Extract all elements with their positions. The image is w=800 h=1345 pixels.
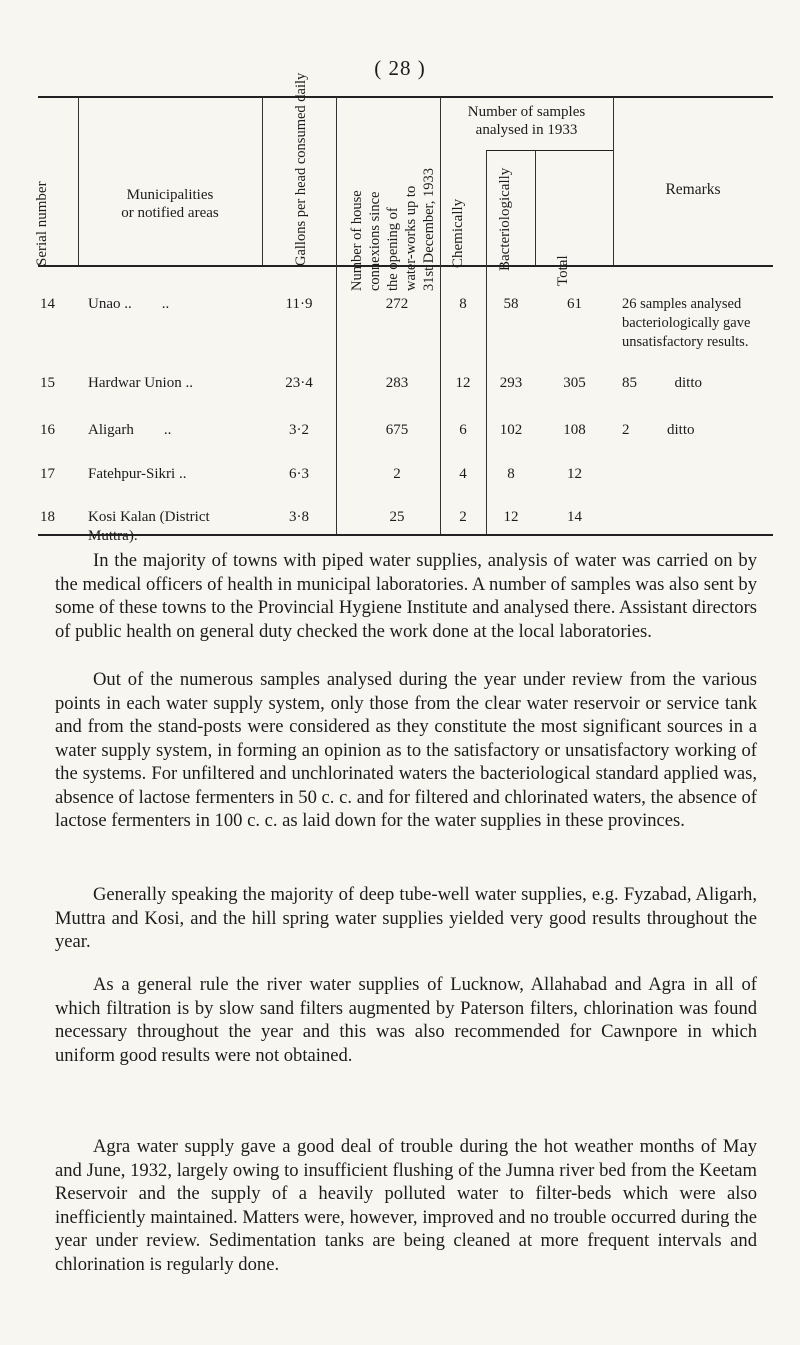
page-number: ( 28 ) <box>374 56 426 80</box>
col-divider-6 <box>535 151 536 265</box>
body-text <box>55 668 757 833</box>
col-divider-1 <box>78 97 79 265</box>
paragraph: In the majority of towns with piped water supplies, analysis of water was carried on by the medical officers of health in municipal laboratories. A number of samples was also sent by some of these towns to the Provincial Hygiene Institute and analysed there. Assistant directors of public health on general duty checked the work done at the local laboratories. <box>55 550 757 642</box>
col-divider-3 <box>336 97 337 534</box>
header-samples-group: Number of samples analysed in 1933 <box>467 104 586 138</box>
paragraph: Out of the numerous samples analysed during the year under review from the various points in each water supply system, only those from the clear water reservoir or service tank and from the stand-posts were considered as they constitute the most significant sources in a water supply system, in forming an opinion as to the satisfactory or unsatisfactory working of the systems. For unfiltered and unchlorinated waters the bacteriological standard applied was, absence of lactose fermenters in 50 c. c. and for filtered and chlorinated waters, the absence of lactose fermenters in 100 c. c. as laid down for the water supplies in these provinces. <box>55 669 757 831</box>
paragraph: Agra water supply gave a good deal of trouble during the hot weather months of May and June, 1932, largely owing to insufficient flushing of the Jumna river bed from the Keetam Reservoir and the supply of a heavily polluted water to filter-beds which were also inefficiently maintained. Matters were, however, improved and no trouble occurred during the year under review. Sedimentation tanks are being cleaned at more frequent intervals and chlorination is regularly done. <box>55 1136 757 1275</box>
col-divider-2 <box>262 97 263 265</box>
header-remarks: Remarks <box>665 181 721 198</box>
header-chemically: Chemically <box>450 198 466 268</box>
header-gallons: Gallons per head consumed daily <box>293 72 309 266</box>
header-serial-number: Serial number <box>34 181 50 266</box>
body-text <box>55 549 757 643</box>
header-total: Total <box>555 255 571 286</box>
paragraph: Generally speaking the majority of deep tube-well water supplies, e.g. Fyzabad, Aligarh, Muttra and Kosi, and the hill spring water supplies yielded very good results throughout the year. <box>55 884 757 952</box>
header-bacteriologically: Bacteriologically <box>497 167 513 271</box>
body-text <box>55 1135 757 1276</box>
body-text <box>55 973 757 1067</box>
header-municipalities: Municipalities or notified areas <box>121 187 219 221</box>
table-top-rule <box>38 96 773 98</box>
paragraph: As a general rule the river water supplies of Lucknow, Allahabad and Agra in all of which filtration is by slow sand filters augmented by Paterson filters, chlorination was found necessary throughout the year and this was also recommended for Cawnpore in which uniform good results were not obtained. <box>55 974 757 1066</box>
body-text <box>55 883 757 954</box>
